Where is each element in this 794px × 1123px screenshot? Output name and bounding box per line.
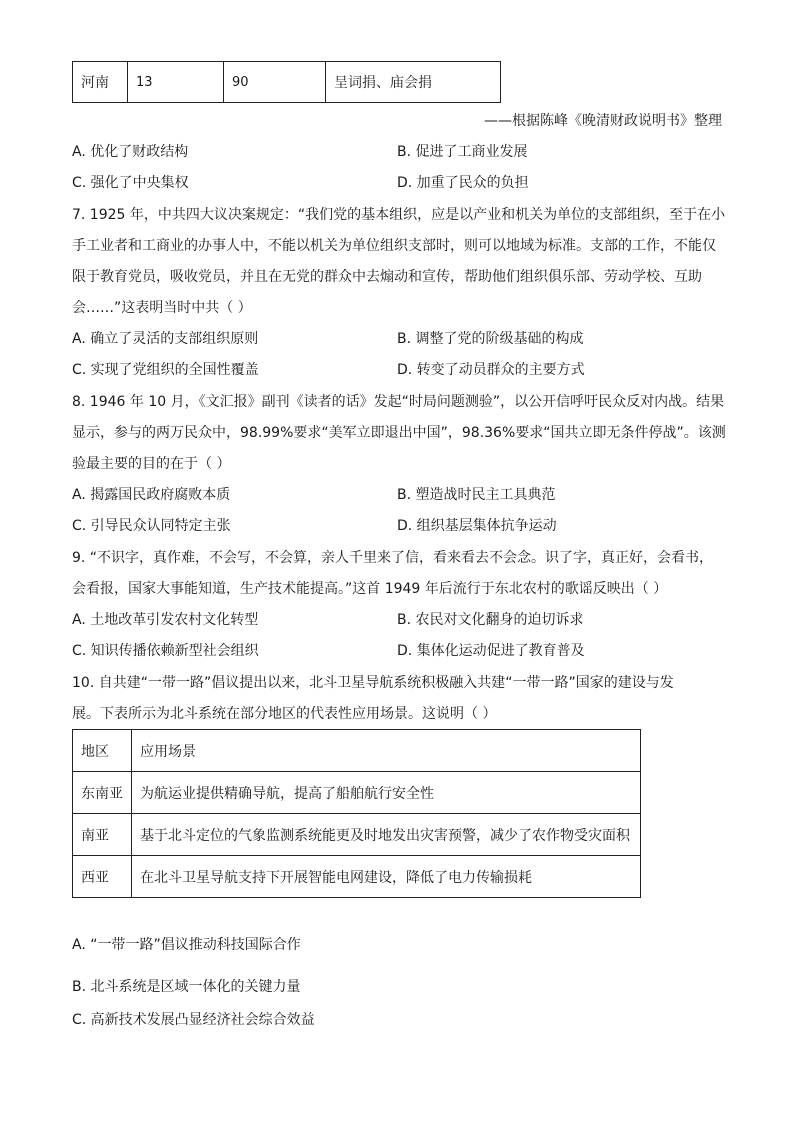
beidou-table: [72, 729, 641, 898]
table-cell-scenario: 基于北斗定位的气象监测系统能更及时地发出灾害预警，减少了农作物受灾面积: [132, 814, 641, 856]
table-cell-count: 13: [128, 62, 224, 103]
q8-option-d[interactable]: D. 组织基层集体抗争运动: [397, 518, 557, 534]
table-header-row: [73, 730, 641, 772]
table-cell-region: 东南亚: [73, 772, 132, 814]
q10-option-a[interactable]: A. “一带一路”倡议推动科技国际合作: [72, 937, 301, 953]
q6-option-d[interactable]: D. 加重了民众的负担: [397, 175, 529, 191]
q7-option-d[interactable]: D. 转变了动员群众的主要方式: [397, 362, 585, 378]
q8-stem-line-3: 验最主要的目的在于（ ）: [72, 456, 231, 472]
q7-stem-line-3: 限于教育党员，吸收党员，并且在无党的群众中去煽动和宣传，帮助他们组织俱乐部、劳动学校、互助: [72, 269, 702, 285]
q8-option-a[interactable]: A. 揭露国民政府腐败本质: [72, 487, 231, 503]
tax-table: [72, 61, 501, 103]
q9-option-b[interactable]: B. 农民对文化翻身的迫切诉求: [397, 612, 584, 628]
q10-stem-line-1: 10. 自共建“一带一路”倡议提出以来，北斗卫星导航系统积极融入共建“一带一路”国家的建设与发: [72, 675, 674, 691]
table-row: [73, 62, 501, 103]
table-cell-scenario: 在北斗卫星导航支持下开展智能电网建设，降低了电力传输损耗: [132, 856, 641, 898]
table-cell-region: 南亚: [73, 814, 132, 856]
q6-option-a[interactable]: A. 优化了财政结构: [72, 144, 189, 160]
table-header-scenario: 应用场景: [132, 730, 641, 772]
q6-option-c[interactable]: C. 强化了中央集权: [72, 175, 189, 191]
q8-stem-line-1: 8. 1946 年 10 月，《文汇报》副刊《读者的话》发起“时局问题测验”，以公开信呼吁民众反对内战。结果: [72, 394, 725, 410]
table-row: [73, 856, 641, 898]
q7-stem-line-1: 7. 1925 年，中共四大议决案规定：“我们党的基本组织，应是以产业和机关为单位的支部组织，至于在小: [72, 207, 726, 223]
q9-option-a[interactable]: A. 土地改革引发农村文化转型: [72, 612, 259, 628]
table-cell-scenario: 为航运业提供精确导航，提高了船舶航行安全性: [132, 772, 641, 814]
table-header-region: 地区: [73, 730, 132, 772]
q9-stem-line-1: 9. “不识字，真作难，不会写，不会算，亲人千里来了信，看来看去不会念。识了字，真正好，会看书，: [72, 550, 714, 566]
table-cell-region: 西亚: [73, 856, 132, 898]
q8-option-b[interactable]: B. 塑造战时民主工具典范: [397, 487, 556, 503]
q7-option-a[interactable]: A. 确立了灵活的支部组织原则: [72, 331, 259, 347]
q7-stem-line-2: 手工业者和工商业的办事人中，不能以机关为单位组织支部时，则可以地域为标准。支部的工作，不能仅: [72, 238, 716, 254]
q7-option-b[interactable]: B. 调整了党的阶级基础的构成: [397, 331, 584, 347]
q7-option-c[interactable]: C. 实现了党组织的全国性覆盖: [72, 362, 259, 378]
table-cell-province: 河南: [73, 62, 128, 103]
q10-option-b[interactable]: B. 北斗系统是区域一体化的关键力量: [72, 979, 301, 995]
q8-stem-line-2: 显示，参与的两万民众中，98.99%要求“美军立即退出中国”，98.36%要求“国共立即无条件停战”。该测: [72, 425, 726, 441]
q9-option-c[interactable]: C. 知识传播依赖新型社会组织: [72, 643, 259, 659]
table-row: [73, 814, 641, 856]
q7-stem-line-4: 会……”这表明当时中共（ ）: [72, 300, 252, 316]
q10-option-c[interactable]: C. 高新技术发展凸显经济社会综合效益: [72, 1012, 315, 1028]
q10-stem-line-2: 展。下表所示为北斗系统在部分地区的代表性应用场景。这说明（ ）: [72, 706, 497, 722]
q8-option-c[interactable]: C. 引导民众认同特定主张: [72, 518, 231, 534]
q9-stem-line-2: 会看报，国家大事能知道，生产技术能提高。”这首 1949 年后流行于东北农村的歌谣反映出（ ）: [72, 581, 668, 597]
table-cell-amount: 90: [224, 62, 326, 103]
table-row: [73, 772, 641, 814]
table-source: ——根据陈峰《晚清财政说明书》整理: [484, 113, 722, 129]
q6-option-b[interactable]: B. 促进了工商业发展: [397, 144, 528, 160]
table-cell-tax-names: 呈词捐、庙会捐: [326, 62, 501, 103]
q9-option-d[interactable]: D. 集体化运动促进了教育普及: [397, 643, 585, 659]
